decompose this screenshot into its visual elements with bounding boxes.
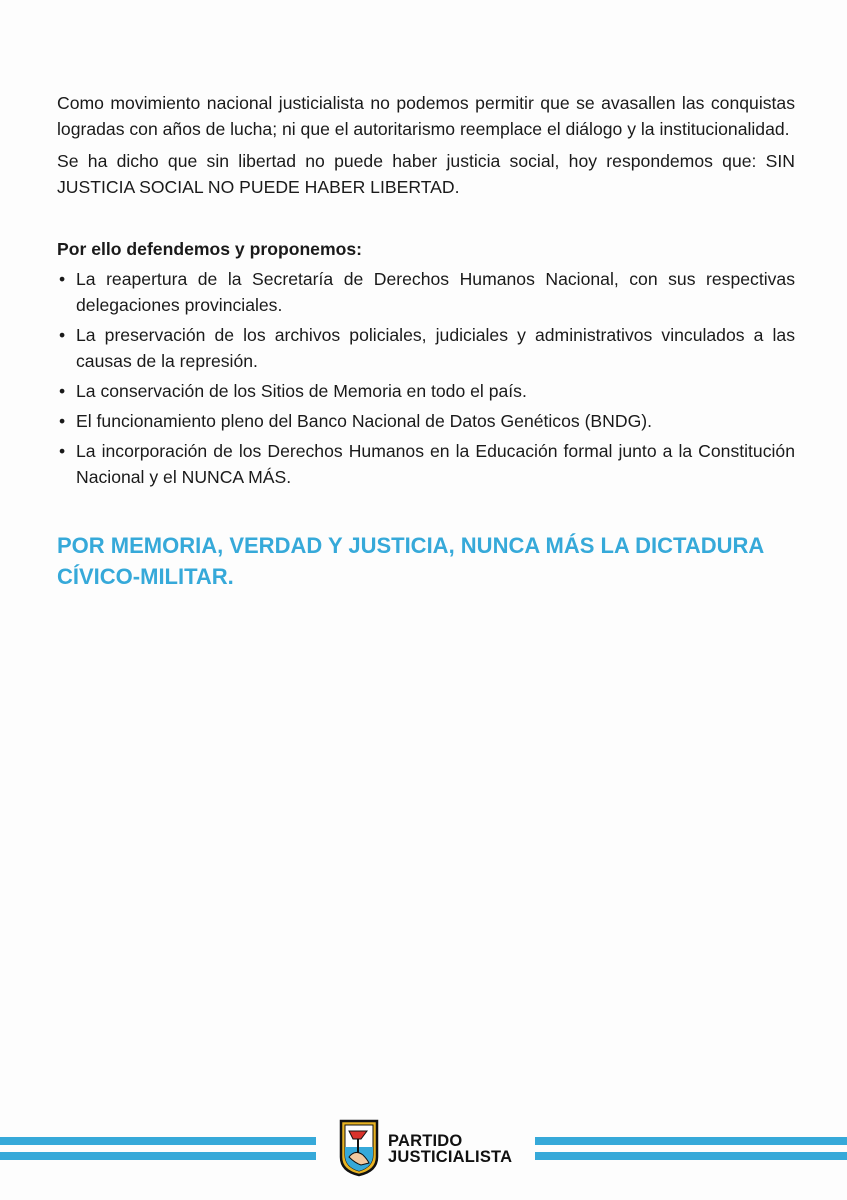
list-item <box>57 378 795 404</box>
stripe <box>535 1137 847 1145</box>
stripe <box>535 1152 847 1160</box>
bullet-icon: • <box>59 441 66 461</box>
list-item-text: La reapertura de la Secretaría de Derechos Humanos Nacional, con sus respectivas delegaciones provinciales. <box>76 269 795 315</box>
bullet-icon: • <box>59 325 66 345</box>
brand-wordmark <box>388 1133 512 1165</box>
closing-slogan: POR MEMORIA, VERDAD Y JUSTICIA, NUNCA MÁS LA DICTADURA CÍVICO-MILITAR. <box>57 533 764 589</box>
footer-stripes-right <box>535 1137 847 1167</box>
list-item-text: La preservación de los archivos policiales, judiciales y administrativos vinculados a las causas de la represión. <box>76 325 795 371</box>
list-item-text: El funcionamiento pleno del Banco Nacional de Datos Genéticos (BNDG). <box>76 411 653 431</box>
list-item-text: La conservación de los Sitios de Memoria en todo el país. <box>76 381 527 401</box>
list-item <box>57 408 795 434</box>
brand-line-1: PARTIDO <box>388 1132 463 1150</box>
bullet-icon: • <box>59 411 66 431</box>
bullet-icon: • <box>59 269 66 289</box>
stripe <box>0 1152 316 1160</box>
list-item <box>57 322 795 374</box>
list-item <box>57 438 795 490</box>
paragraph-1: Como movimiento nacional justicialista no podemos permitir que se avasallen las conquistas logradas con años de lucha; ni que el autoritarismo reemplace el diálogo y la institucionalidad. <box>57 93 795 139</box>
list-item <box>57 266 795 318</box>
section-heading: Por ello defendemos y proponemos: <box>57 239 363 259</box>
proposals-list <box>57 266 795 490</box>
paragraph-2: Se ha dicho que sin libertad no puede haber justicia social, hoy respondemos que: SIN JUSTICIA SOCIAL NO PUEDE HABER LIBERTAD. <box>57 151 795 197</box>
bullet-icon: • <box>59 381 66 401</box>
brand-line-2: JUSTICIALISTA <box>388 1148 513 1166</box>
document-body <box>57 90 795 592</box>
list-item-text: La incorporación de los Derechos Humanos en la Educación formal junto a la Constitución Nacional y el NUNCA MÁS. <box>76 441 795 487</box>
stripe <box>0 1137 316 1145</box>
partido-justicialista-logo-icon <box>337 1117 381 1177</box>
footer-stripes-left <box>0 1137 316 1167</box>
